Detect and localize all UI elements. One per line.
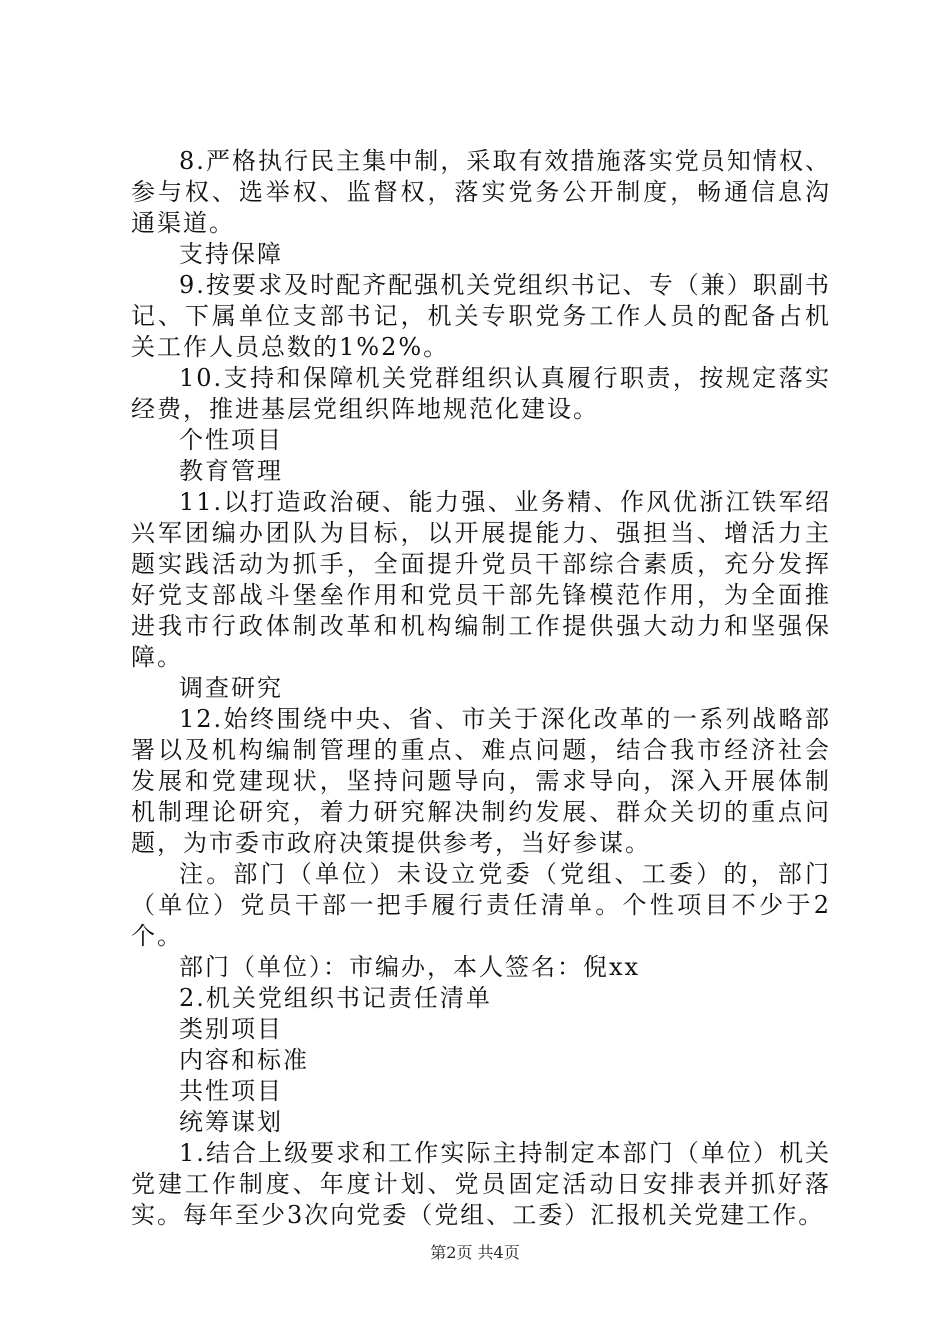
section-heading: 统筹谋划	[179, 1108, 283, 1136]
paragraph: 8.严格执行民主集中制，采取有效措施落实党员知情权、参与权、选举权、监督权，落实党务公开制度，畅通信息沟通渠道。	[131, 147, 831, 237]
section-heading: 调查研究	[179, 674, 283, 702]
paragraph: 12.始终围绕中央、省、市关于深化改革的一系列战略部署以及机构编制管理的重点、难点问题，结合我市经济社会发展和党建现状，坚持问题导向，需求导向，深入开展体制机制理论研究，着力研究解决制约发展、群众关切的重点问题，为市委市政府决策提供参考，当好参谋。	[131, 705, 831, 857]
list-title: 2.机关党组织书记责任清单	[179, 984, 492, 1012]
section-heading: 共性项目	[179, 1077, 283, 1105]
note-paragraph: 注。部门（单位）未设立党委（党组、工委）的，部门（单位）党员干部一把手履行责任清单。个性项目不少于2个。	[131, 860, 831, 950]
table-label: 类别项目	[179, 1015, 283, 1043]
document-body	[131, 146, 831, 1231]
section-heading: 个性项目	[179, 426, 283, 454]
paragraph: 9.按要求及时配齐配强机关党组织书记、专（兼）职副书记、下属单位支部书记，机关专职党务工作人员的配备占机关工作人员总数的1%2%。	[131, 271, 831, 361]
paragraph: 1.结合上级要求和工作实际主持制定本部门（单位）机关党建工作制度、年度计划、党员固定活动日安排表并抓好落实。每年至少3次向党委（党组、工委）汇报机关党建工作。	[131, 1139, 831, 1229]
table-label: 内容和标准	[179, 1046, 309, 1074]
signature-line: 部门（单位）：市编办，本人签名：倪xx	[179, 953, 641, 981]
paragraph: 11.以打造政治硬、能力强、业务精、作风优浙江铁军绍兴军团编办团队为目标，以开展提能力、强担当、增活力主题实践活动为抓手，全面提升党员干部综合素质，充分发挥好党支部战斗堡垒作用和党员干部先锋模范作用，为全面推进我市行政体制改革和机构编制工作提供强大动力和坚强保障。	[131, 488, 831, 671]
paragraph: 10.支持和保障机关党群组织认真履行职责，按规定落实经费，推进基层党组织阵地规范化建设。	[131, 364, 831, 423]
section-heading: 教育管理	[179, 457, 283, 485]
section-heading: 支持保障	[179, 240, 283, 268]
page-footer: 第2页 共4页	[430, 1243, 520, 1262]
